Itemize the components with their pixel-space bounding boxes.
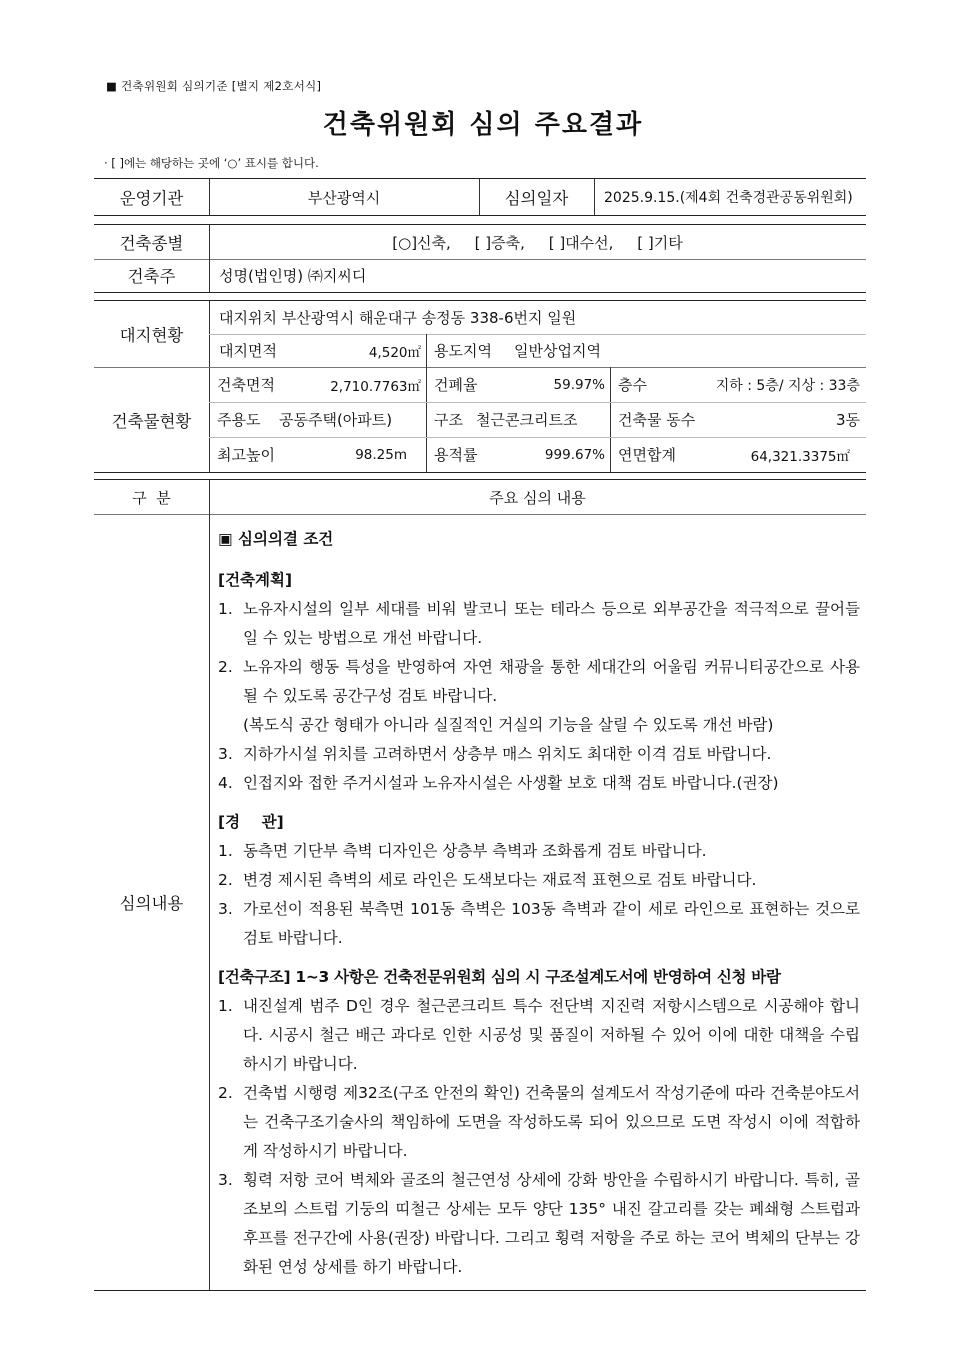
build-area-value: 2,710.7763㎡: [330, 378, 421, 395]
height-label: 최고높이: [217, 446, 275, 464]
list-item: 2. 변경 제시된 측벽의 세로 라인은 도색보다는 재료적 표현으로 검토 바랍니다.: [218, 871, 757, 889]
height-value: 98.25m: [355, 446, 407, 463]
list-item: 4. 인접지와 접한 주거시설과 노유자시설은 사생활 보호 대책 검토 바랍니다.(권장): [218, 774, 779, 792]
form-header: ■ 건축위원회 심의기준 [별지 제2호서식]: [106, 79, 322, 93]
zone-label: 용도지역: [434, 342, 492, 360]
list-item: 3. 지하가시설 위치를 고려하면서 상층부 매스 위치도 최대한 이격 검토 바랍니다.: [218, 745, 772, 763]
floors-label: 층수: [618, 376, 647, 394]
site-area-label: 대지면적: [219, 342, 277, 360]
review-content: [218, 525, 860, 1282]
date-label: 심의일자: [504, 189, 569, 208]
list-item-note: (복도식 공간 형태가 아니라 실질적인 거실의 기능을 살릴 수 있도록 개선 바람): [243, 716, 774, 734]
page-title: 건축위원회 심의 주요결과: [322, 110, 644, 140]
count-label: 건축물 동수: [618, 411, 696, 429]
count-value: 3동: [835, 411, 860, 429]
date-value: 2025.9.15.(제4회 건축경관공동위원회): [604, 190, 853, 206]
building-label: 건축물현황: [111, 411, 192, 431]
list-item: 1. 내진설계 범주 D인 경우 철근콘크리트 특수 전단벽 지진력 저항시스템으로 시공해야 합니다. 시공시 철근 배근 과다로 인한 시공성 및 품질이 저하될 수 있어 이에 대한 대책을 수립하시기 바랍니다.: [218, 997, 860, 1073]
review-head-right: 주요 심의 내용: [489, 488, 586, 507]
structure-value: 철근콘크리트조: [476, 411, 578, 429]
use-value: 공동주택(아파트): [279, 411, 393, 429]
org-value: 부산광역시: [307, 188, 381, 207]
floors-value: 지하 : 5층/ 지상 : 33층: [715, 377, 860, 394]
use-label: 주용도: [217, 411, 261, 429]
coverage-value: 59.97%: [553, 376, 605, 393]
site-area-value: 4,520㎡: [368, 344, 421, 361]
type-row: [94, 224, 866, 260]
form-note: · [ ]에는 해당하는 곳에 ‘○’ 표시를 합니다.: [104, 156, 319, 170]
type-value: [○]신축, [ ]증축, [ ]대수선, [ ]기타: [392, 233, 683, 252]
review-heading: ▣ 심의의결 조건: [218, 530, 334, 548]
owner-label: 건축주: [127, 267, 176, 286]
owner-row: [94, 258, 866, 293]
list-item: 3. 가로선이 적용된 북측면 101동 측벽은 103동 측벽과 같이 세로 라인으로 표현하는 것으로 검토 바랍니다.: [218, 900, 860, 947]
list-item: 2. 건축법 시행령 제32조(구조 안전의 확인) 건축물의 설계도서 작성기준에 따라 건축분야도서는 건축구조기술사의 책임하에 도면을 작성하도록 되어 있으므로 도면 작성시 이에 적합하게 작성하시기 바랍니다.: [218, 1084, 860, 1160]
build-area-label: 건축면적: [217, 376, 275, 394]
far-value: 999.67%: [544, 446, 605, 463]
section-landscape: [경 관]: [218, 813, 284, 831]
org-label: 운영기관: [119, 189, 184, 208]
section-structure: [건축구조] 1~3 사항은 건축전문위원회 심의 시 구조설계도서에 반영하여 신청 바람: [218, 968, 781, 986]
owner-value: 성명(법인명) ㈜지씨디: [219, 266, 367, 285]
section-architecture: [건축계획]: [218, 571, 293, 589]
list-item: 1. 동측면 기단부 측벽 디자인은 상층부 측벽과 조화롭게 검토 바랍니다.: [218, 842, 707, 860]
list-item: 2. 노유자의 행동 특성을 반영하여 자연 채광을 통한 세대간의 어울림 커뮤니티공간으로 사용될 수 있도록 공간구성 검토 바랍니다.: [218, 658, 860, 705]
list-item: 3. 횡력 저항 코어 벽체와 골조의 철근연성 상세에 강화 방안을 수립하시기 바랍니다. 특히, 골조보의 스트럽 기둥의 띠철근 상세는 모두 양단 135° 내진 갈고리를 갖는 폐쇄형 스트럽과 후프를 전구간에 사용(권장) 바랍니다. 그리고 횡력 저항을 주로 하는 코어 벽체의 단부는 강화된 연성 상세를 하기 바랍니다.: [218, 1171, 860, 1276]
total-value: 64,321.3375㎡: [750, 448, 850, 465]
structure-label: 구조: [434, 411, 463, 429]
site-location: 대지위치 부산광역시 해운대구 송정동 338-6번지 일원: [219, 309, 577, 327]
site-building-block: [94, 300, 866, 473]
site-label: 대지현황: [119, 326, 184, 345]
review-left-label: 심의내용: [119, 893, 184, 913]
review-head-left: 구 분: [132, 488, 171, 507]
type-label: 건축종별: [119, 234, 184, 253]
zone-value: 일반상업지역: [514, 342, 601, 360]
list-item: 1. 노유자시설의 일부 세대를 비워 발코니 또는 테라스 등으로 외부공간을 적극적으로 끌어들일 수 있는 방법으로 개선 바랍니다.: [218, 600, 860, 647]
review-header-row: [94, 479, 866, 515]
total-label: 연면합계: [618, 446, 676, 464]
coverage-label: 건폐율: [434, 376, 478, 394]
far-label: 용적률: [434, 446, 478, 464]
org-row: [94, 178, 866, 216]
